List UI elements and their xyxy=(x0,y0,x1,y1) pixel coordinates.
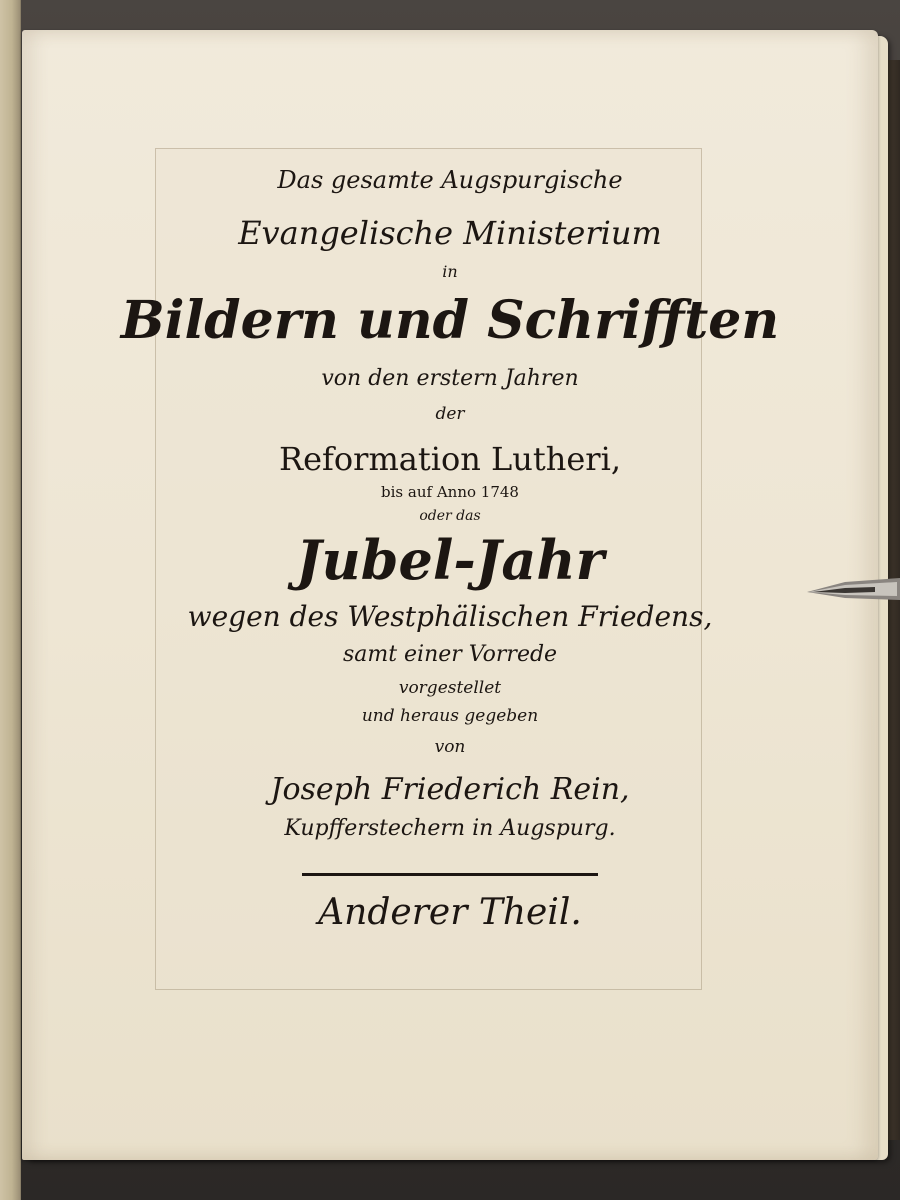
metal-bookmark-clip xyxy=(805,574,900,604)
title-line-15: von xyxy=(434,737,466,757)
part-label: Anderer Theil. xyxy=(318,892,582,933)
title-line-3: in xyxy=(442,262,458,281)
title-line-11: wegen des Westphälischen Friedens, xyxy=(187,600,713,633)
author-title: Kupfferstechern in Augspurg. xyxy=(284,816,616,841)
horizontal-rule xyxy=(302,873,598,876)
title-line-7: Reformation Lutheri, xyxy=(279,440,621,478)
title-line-2: Evangelische Ministerium xyxy=(238,214,662,252)
title-line-13: vorgestellet xyxy=(398,678,502,698)
title-line-4: Bildern und Schrifften xyxy=(120,290,780,351)
title-line-9: oder das xyxy=(419,508,481,524)
author-name: Joseph Friederich Rein, xyxy=(270,772,630,807)
title-line-6: der xyxy=(435,404,465,424)
title-line-1: Das gesamte Augspurgische xyxy=(277,166,623,194)
title-line-5: von den erstern Jahren xyxy=(321,366,579,391)
title-line-12: samt einer Vorrede xyxy=(342,642,558,667)
title-line-14: und heraus gegeben xyxy=(361,706,539,726)
title-line-10: Jubel-Jahr xyxy=(295,528,605,592)
title-line-8: bis auf Anno 1748 xyxy=(381,483,519,501)
